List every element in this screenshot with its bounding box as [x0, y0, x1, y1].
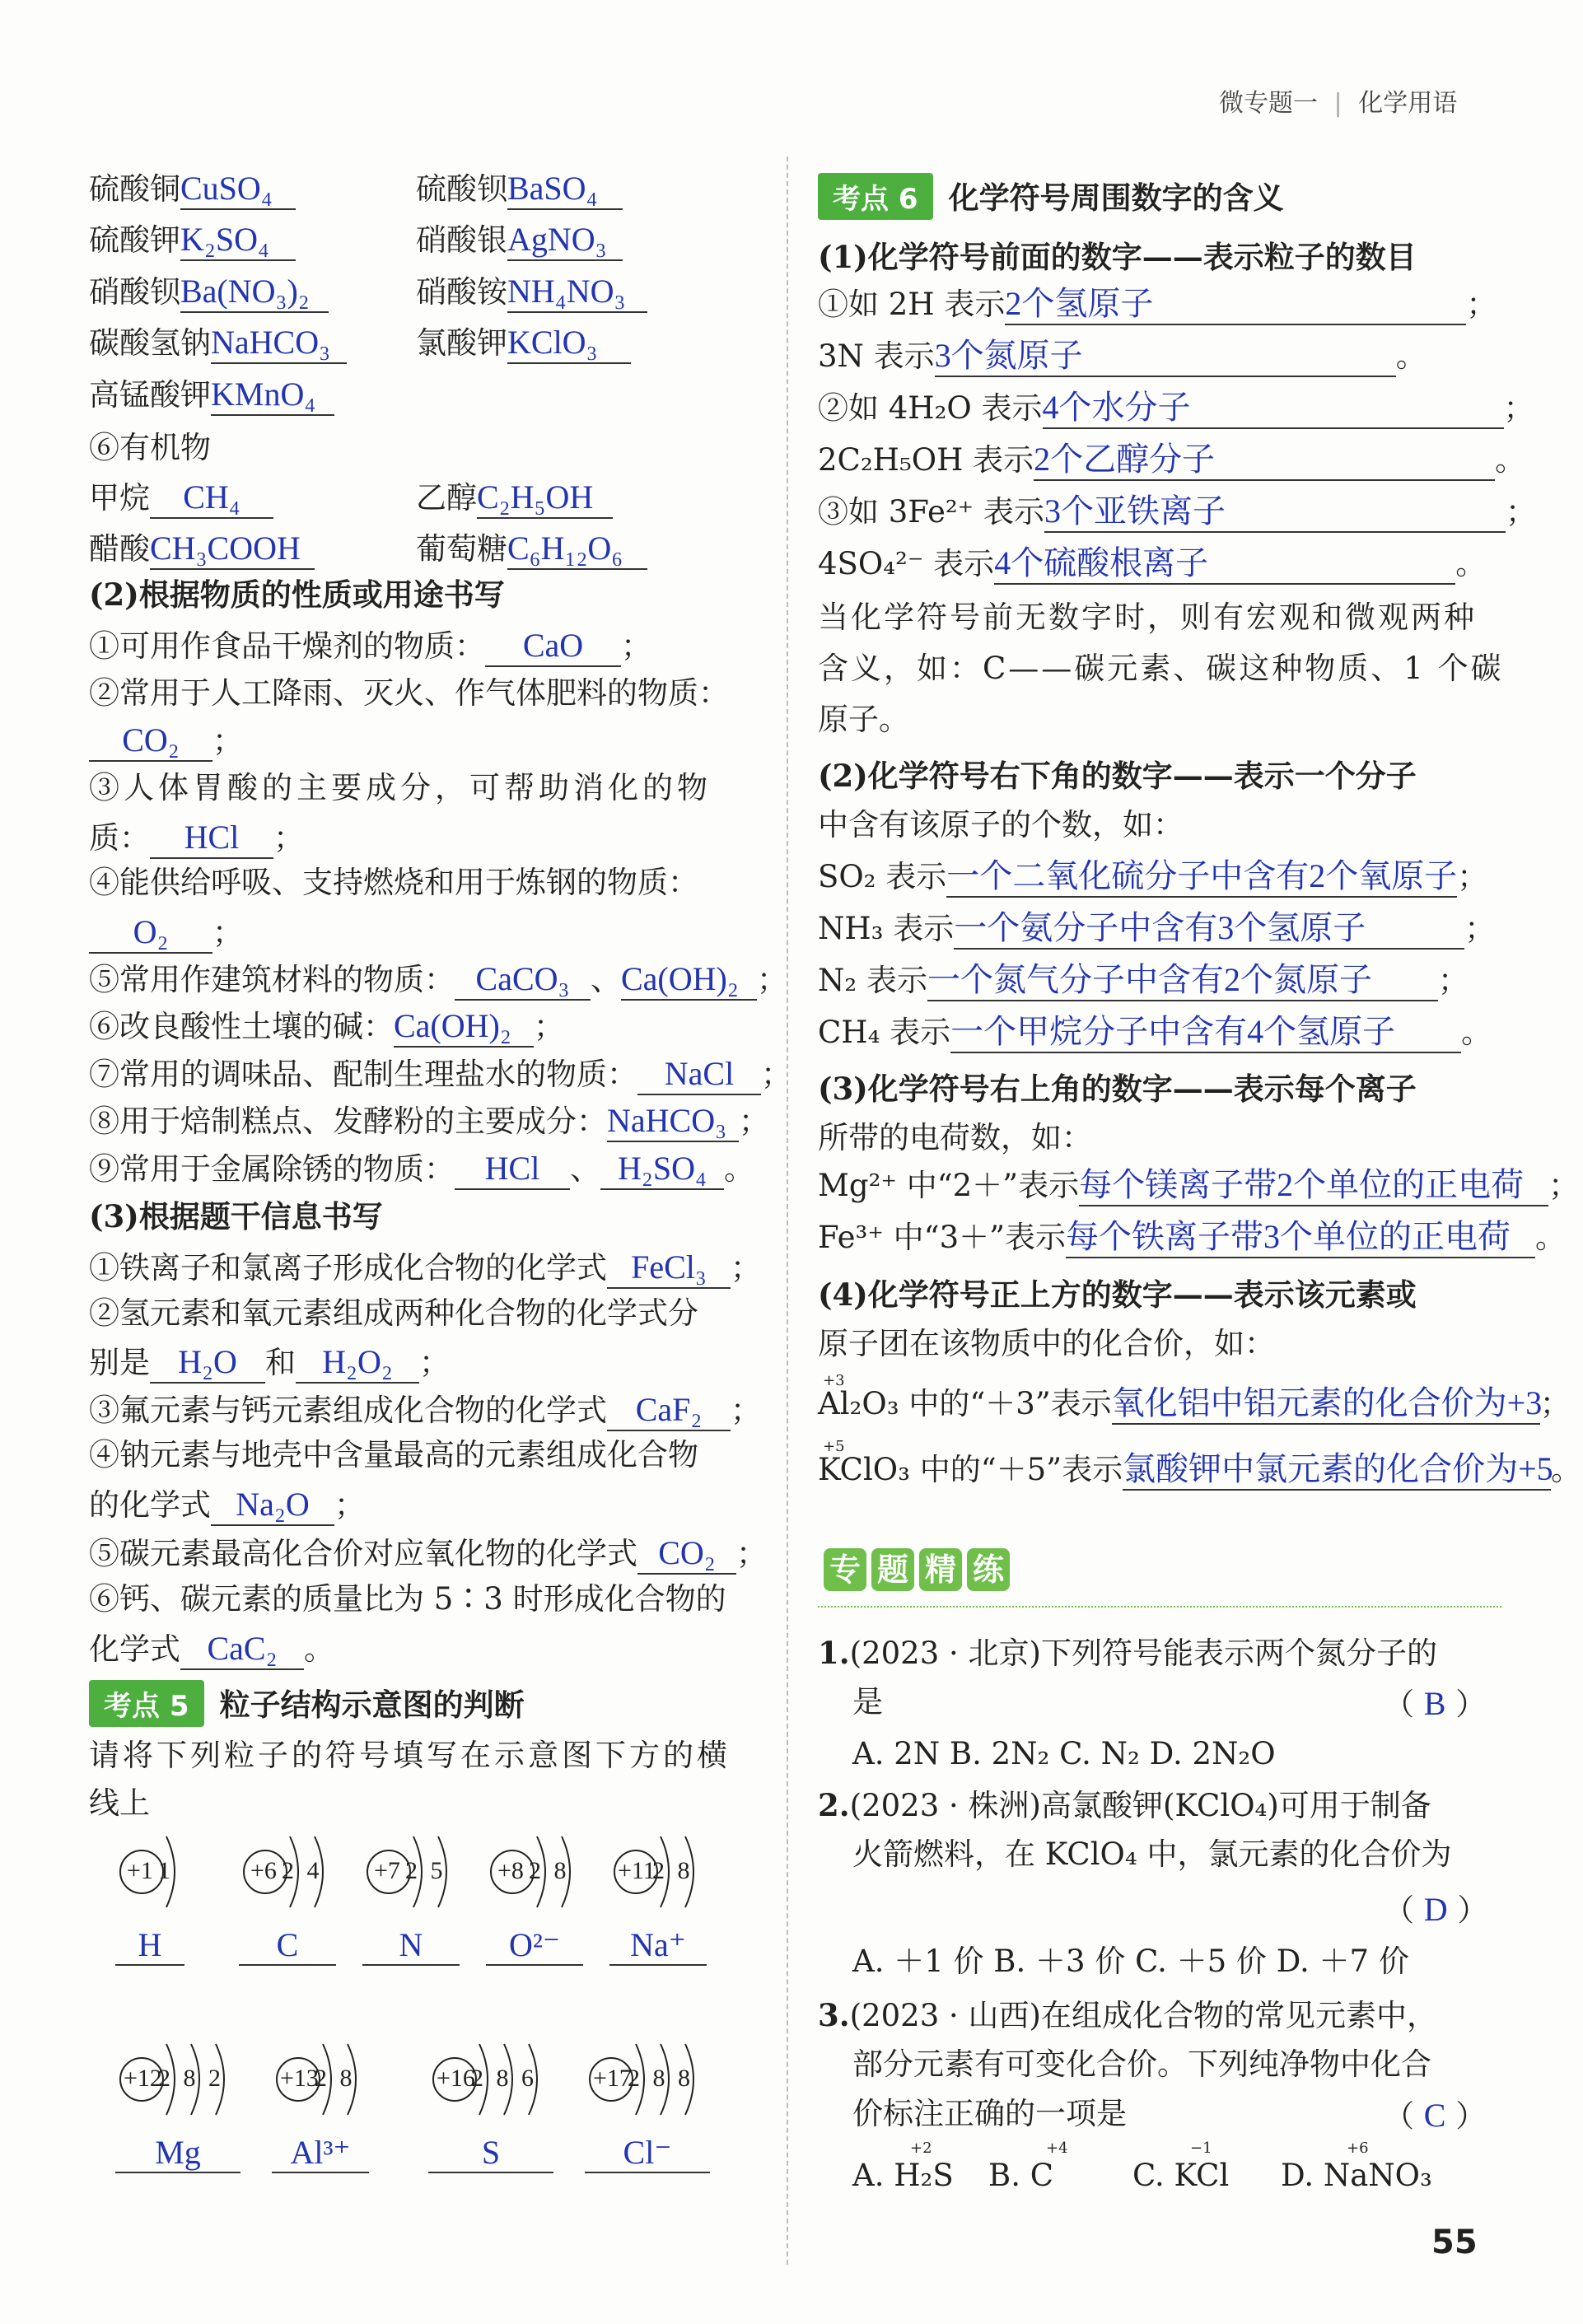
- organic-answer: CH₄: [150, 478, 273, 519]
- q-src: (2023 · 株洲): [849, 1788, 1041, 1823]
- row-end: ；: [1503, 390, 1534, 426]
- salt-name: 硫酸铜: [89, 171, 180, 207]
- organic-row: [89, 478, 273, 519]
- nucleus-charge: +17: [593, 2065, 632, 2092]
- salt-answer: BaSO₄: [507, 169, 623, 210]
- atom-diagram: [362, 1827, 468, 1963]
- q2-answer-box: （ D ）: [1384, 1891, 1488, 1928]
- salt-answer: CuSO₄: [180, 169, 296, 210]
- row-answer: 氯酸钾中氯元素的化合价为+5: [1123, 1449, 1551, 1491]
- q1-answer-box: （ B ）: [1384, 1685, 1487, 1722]
- q-stem: 部分元素有可变化合价。下列纯净物中化合: [852, 2046, 1431, 2082]
- answer: H₂O₂: [296, 1342, 419, 1384]
- q3-option: B. C: [988, 2158, 1054, 2193]
- q3-option: C. KCl: [1132, 2158, 1230, 2193]
- question-text: 别是: [89, 1345, 150, 1380]
- atom-diagram: [272, 2034, 377, 2171]
- electron-shells: 2 8 2: [158, 2065, 224, 2092]
- atom-answer: N: [362, 1925, 460, 1966]
- valence-mark: −1: [1190, 2140, 1212, 2157]
- practice-heading: [824, 1548, 1015, 1591]
- organic-name: 甲烷: [89, 480, 150, 516]
- question-text: 的化学式: [89, 1487, 211, 1523]
- organic-row: [416, 478, 613, 519]
- atom-diagram: [239, 1827, 344, 1963]
- answer: NaHCO₃: [607, 1101, 739, 1142]
- question-2: [818, 1787, 1431, 1824]
- p3-q1: ①铁离子和氯离子形成化合物的化学式 FeCl₃ ；: [89, 1248, 761, 1289]
- atom-answer: O²⁻: [486, 1925, 583, 1966]
- row-end: ；: [1466, 287, 1497, 322]
- row-question: Fe³⁺ 中“3＋”表示: [818, 1220, 1067, 1255]
- meaning-row: [818, 908, 1495, 950]
- organic-name: 醋酸: [89, 531, 150, 567]
- meaning-row: [818, 1372, 1571, 1425]
- answer: CaO: [485, 626, 621, 667]
- nucleus-charge: +12: [124, 2065, 162, 2092]
- p3-q3: ③氟元素与钙元素组成化合物的化学式 CaF₂ ；: [89, 1390, 761, 1431]
- salt-name: 硫酸钡: [416, 171, 507, 207]
- p2-q3a: ③人体胃酸的主要成分，可帮助消化的物: [89, 770, 712, 805]
- electron-shells: 2 8 6: [471, 2065, 537, 2092]
- q-stem: 在组成化合物的常见元素中，: [1040, 1998, 1437, 2033]
- meaning-row: [818, 544, 1486, 585]
- answer: H₂O: [150, 1342, 265, 1384]
- s3-title1: (3)化学符号右上角的数字——表示每个离子: [818, 1071, 1417, 1107]
- p2-a2: CO₂ ；: [89, 721, 243, 762]
- header: [1219, 82, 1457, 119]
- meaning-row: [818, 1217, 1566, 1258]
- kd6-title: 化学符号周围数字的含义: [948, 180, 1284, 216]
- kd5-intro1: 请将下列粒子的符号填写在示意图下方的横: [89, 1738, 731, 1773]
- q-stem: 价标注正确的一项是: [852, 2096, 1127, 2131]
- salt-answer: KClO₃: [507, 323, 631, 364]
- meaning-row: [818, 388, 1534, 429]
- q-answer: B: [1423, 1685, 1446, 1722]
- row-answer: 一个氨分子中含有3个氢原子: [954, 908, 1464, 950]
- question-text: ⑤常用作建筑材料的物质：: [89, 962, 455, 997]
- valence-mark: +4: [1046, 2140, 1068, 2157]
- p2-q5: ⑤常用作建筑材料的物质： CaCO₃ 、Ca(OH)₂ ；: [89, 959, 787, 1001]
- atom-diagram: [486, 1827, 591, 1963]
- row-answer: 4个水分子: [1043, 388, 1504, 429]
- row-answer: 2个乙醇分子: [1034, 440, 1495, 481]
- header-topic: 微专题一: [1219, 89, 1318, 118]
- row-answer: 2个氢原子: [1005, 284, 1466, 325]
- page-number: 55: [1431, 2224, 1478, 2261]
- electron-shells: 1: [158, 1857, 174, 1884]
- q-options: A. ＋1 价 B. ＋3 价 C. ＋5 价 D. ＋7 价: [852, 1944, 1409, 1979]
- q-stem: 高氯酸钾(KClO₄)可用于制备: [1040, 1788, 1431, 1823]
- salt-row: [416, 169, 623, 210]
- nucleus-charge: +11: [618, 1857, 656, 1884]
- salt-name: 氯酸钾: [416, 325, 507, 361]
- practice-char: 题: [871, 1548, 914, 1591]
- salt-row: [416, 323, 631, 364]
- q-answer: D: [1423, 1891, 1448, 1928]
- salt-name: 高锰酸钾: [89, 377, 211, 413]
- question-text: ⑤碳元素最高化合价对应氧化物的化学式: [89, 1536, 637, 1571]
- row-end: 。: [1395, 338, 1427, 374]
- electron-shells: 2 8: [315, 2065, 356, 2092]
- question-1: [818, 1635, 1437, 1672]
- answer: NaCl: [637, 1054, 761, 1095]
- p2-q7: ⑦常用的调味品、配制生理盐水的物质： NaCl ；: [89, 1054, 792, 1095]
- part3-title: (3)根据题干信息书写: [89, 1198, 383, 1234]
- nucleus-charge: +1: [127, 1857, 153, 1884]
- organic-name: 葡萄糖: [416, 531, 507, 567]
- p3-q6a: ⑥钙、碳元素的质量比为 5∶3 时形成化合物的: [89, 1581, 726, 1617]
- salt-name: 硫酸钾: [89, 222, 180, 258]
- atom-diagram: [428, 2034, 562, 2171]
- kd6-tag: 考点 6: [818, 173, 933, 220]
- atom-answer: Na⁺: [609, 1925, 707, 1966]
- q-num: 1.: [818, 1635, 850, 1671]
- salt-answer: Ba(NO₃)₂: [180, 272, 329, 313]
- meaning-row: [818, 284, 1497, 325]
- valence-mark: +5: [823, 1438, 845, 1455]
- organic-row: [416, 529, 647, 570]
- meaning-row: [818, 492, 1536, 533]
- salt-answer: KMnO₄: [211, 375, 334, 416]
- answer: FeCl₃: [607, 1248, 731, 1289]
- practice-underline: [818, 1606, 1501, 1608]
- atom-answer: H: [115, 1925, 184, 1966]
- valence-mark: +6: [1347, 2140, 1369, 2157]
- header-sep: |: [1333, 89, 1343, 118]
- question-text: ①可用作食品干燥剂的物质：: [89, 628, 485, 664]
- row-question: ③如 3Fe²⁺ 表示: [818, 494, 1044, 530]
- kd5-heading: [89, 1680, 525, 1727]
- question-text: ①铁离子和氯离子形成化合物的化学式: [89, 1250, 607, 1286]
- question-text: ⑦常用的调味品、配制生理盐水的物质：: [89, 1057, 637, 1092]
- question-text: ⑧用于焙制糕点、发酵粉的主要成分：: [89, 1104, 607, 1139]
- organic-answer: CH₃COOH: [150, 529, 315, 570]
- s1-note1: 当化学符号前无数字时，则有宏观和微观两种: [818, 600, 1477, 635]
- q-stem: 是: [852, 1684, 883, 1720]
- row-end: ；: [1464, 911, 1496, 946]
- practice-char: 精: [919, 1548, 962, 1591]
- answer: HCl: [150, 818, 273, 859]
- q-stem: 火箭燃料，在 KClO₄ 中，氯元素的化合价为: [852, 1836, 1452, 1872]
- column-divider: [787, 156, 788, 2265]
- s3-title2: 所带的电荷数，如：: [818, 1120, 1092, 1155]
- row-question: Mg²⁺ 中“2＋”表示: [818, 1168, 1080, 1203]
- row-question: ②如 4H₂O 表示: [818, 390, 1043, 426]
- answer: CO₂: [637, 1533, 736, 1575]
- row-answer: 氧化铝中铝元素的化合价为+3: [1112, 1384, 1540, 1425]
- atom-diagram: [585, 2034, 718, 2171]
- salt-name: 硝酸银: [416, 222, 507, 258]
- question-text: 化学式: [89, 1631, 180, 1667]
- row-end: ；: [1437, 963, 1469, 998]
- answer: Na₂O: [211, 1485, 334, 1526]
- q3-answer-box: （ C ）: [1384, 2097, 1487, 2134]
- row-answer: 一个甲烷分子中含有4个氢原子: [950, 1012, 1461, 1053]
- q-options: A. 2N B. 2N₂ C. N₂ D. 2N₂O: [852, 1736, 1276, 1771]
- row-question: ①如 2H 表示: [818, 287, 1006, 322]
- p2-q9: ⑨常用于金属除锈的物质： HCl 、 H₂SO₄ 。: [89, 1149, 754, 1190]
- practice-char: 练: [967, 1548, 1010, 1591]
- p2-q6: ⑥改良酸性土壤的碱：Ca(OH)₂ ；: [89, 1006, 564, 1048]
- atom-answer: Mg: [115, 2133, 240, 2173]
- kd6-heading: [818, 173, 1284, 220]
- row-question: KClO₃ 中的“＋5”表示: [818, 1452, 1123, 1487]
- row-end: ；: [1539, 1386, 1571, 1421]
- p2-q3: 质： HCl ；: [89, 818, 304, 859]
- meaning-row: [818, 440, 1525, 481]
- row-question: SO₂ 表示: [818, 859, 947, 894]
- p2-q2: ②常用于人工降雨、灭火、作气体肥料的物质：: [89, 675, 729, 711]
- row-end: ；: [1457, 859, 1488, 894]
- salt-row: [89, 272, 329, 313]
- p3-q4: 的化学式 Na₂O ；: [89, 1485, 365, 1526]
- question-text: ⑨常用于金属除锈的物质：: [89, 1151, 455, 1187]
- row-end: 。: [1535, 1220, 1567, 1255]
- organic-answer: C₂H₅OH: [477, 478, 613, 519]
- row-question: 2C₂H₅OH 表示: [818, 442, 1034, 478]
- answer: CaC₂: [180, 1629, 304, 1670]
- answer: O₂: [89, 912, 212, 954]
- answer: CaF₂: [607, 1390, 731, 1431]
- nucleus-charge: +8: [497, 1857, 524, 1884]
- s1-note2: 含义，如：C——碳元素、碳这种物质、1 个碳: [818, 651, 1504, 686]
- atom-answer: C: [239, 1925, 336, 1966]
- meaning-row: [818, 1165, 1579, 1206]
- row-answer: 一个氮气分子中含有2个氮原子: [927, 960, 1438, 1001]
- salt-row: [89, 169, 296, 210]
- p2-q4: ④能供给呼吸、支持燃烧和用于炼钢的物质：: [89, 865, 698, 900]
- question-text: 质：: [89, 820, 150, 856]
- electron-shells: 2 8 8: [628, 2065, 693, 2092]
- organic-title: ⑥有机物: [89, 430, 211, 465]
- valence-mark: +3: [823, 1372, 845, 1389]
- atom-diagram: [609, 1827, 715, 1963]
- row-question: NH₃ 表示: [818, 911, 955, 946]
- electron-shells: 2 8: [529, 1857, 570, 1884]
- row-question: CH₄ 表示: [818, 1015, 951, 1050]
- row-end: 。: [1495, 442, 1526, 478]
- salt-row: [416, 272, 647, 313]
- answer: HCl: [455, 1149, 570, 1190]
- meaning-row: [818, 336, 1427, 377]
- question-text: ⑥改良酸性土壤的碱：: [89, 1009, 394, 1044]
- salt-row: [89, 323, 347, 364]
- answer: CO₂: [89, 721, 212, 762]
- p3-q6: 化学式 CaC₂ 。: [89, 1629, 334, 1670]
- row-answer: 每个镁离子带2个单位的正电荷: [1079, 1165, 1548, 1206]
- row-answer: 4个硫酸根离子: [994, 544, 1455, 585]
- salt-answer: AgNO₃: [507, 220, 623, 261]
- s1-note3: 原子。: [818, 702, 909, 737]
- organic-answer: C₆H₁₂O₆: [507, 529, 647, 570]
- organic-row: [89, 529, 315, 570]
- p2-q8: ⑧用于焙制糕点、发酵粉的主要成分：NaHCO₃ ；: [89, 1101, 769, 1142]
- s2-title1: (2)化学符号右下角的数字——表示一个分子: [818, 758, 1417, 794]
- part2-title: (2)根据物质的性质或用途书写: [89, 576, 505, 613]
- question-text: 和: [265, 1345, 296, 1380]
- row-end: 。: [1461, 1015, 1492, 1050]
- answer: H₂SO₄: [600, 1149, 724, 1190]
- salt-name: 硝酸铵: [416, 274, 507, 310]
- p3-q4a: ④钠元素与地壳中含量最高的元素组成化合物: [89, 1437, 698, 1472]
- header-title: 化学用语: [1358, 89, 1458, 118]
- p2-q1: ①可用作食品干燥剂的物质： CaO ；: [89, 626, 651, 667]
- salt-name: 硝酸钡: [89, 274, 180, 310]
- salt-row: [416, 220, 623, 261]
- organic-name: 乙醇: [416, 480, 477, 516]
- row-answer: 一个二氧化硫分子中含有2个氧原子: [946, 856, 1457, 898]
- nucleus-charge: +7: [374, 1857, 400, 1884]
- q3-option: D. NaNO₃: [1281, 2158, 1432, 2193]
- electron-shells: 2 5: [405, 1857, 446, 1884]
- salt-answer: K₂SO₄: [180, 220, 296, 261]
- q-answer: C: [1423, 2097, 1446, 2134]
- row-end: ；: [1505, 494, 1536, 530]
- atom-diagram: [115, 1827, 193, 1963]
- p2-a4: O₂ ；: [89, 912, 243, 954]
- q-num: 3.: [818, 1997, 850, 2033]
- meaning-row: [818, 960, 1469, 1001]
- s2-title2: 中含有该原子的个数，如：: [818, 807, 1184, 842]
- electron-shells: 2 4: [282, 1857, 323, 1884]
- row-answer: 3个氮原子: [935, 336, 1396, 377]
- q-src: (2023 · 山西): [849, 1998, 1041, 2033]
- meaning-row: [818, 1438, 1582, 1491]
- salt-name: 碳酸氢钠: [89, 325, 211, 361]
- atom-diagram: [115, 2034, 249, 2171]
- row-answer: 每个铁离子带3个单位的正电荷: [1066, 1217, 1535, 1258]
- q3-option: A. H₂S: [852, 2158, 954, 2193]
- p3-q2: 别是 H₂O 和 H₂O₂ ；: [89, 1342, 450, 1384]
- answer: Ca(OH)₂: [394, 1006, 534, 1048]
- question-3: [818, 1997, 1437, 2034]
- question-text: ③氟元素与钙元素组成化合物的化学式: [89, 1393, 607, 1428]
- answer: CaCO₃: [455, 959, 591, 1001]
- nucleus-charge: +13: [280, 2065, 319, 2092]
- s4-title1: (4)化学符号正上方的数字——表示该元素或: [818, 1276, 1417, 1313]
- practice-char: 专: [824, 1548, 866, 1591]
- row-answer: 3个亚铁离子: [1044, 492, 1506, 533]
- kd5-intro2: 线上: [89, 1785, 150, 1821]
- valence-mark: +2: [910, 2140, 932, 2157]
- kd5-tag: 考点 5: [89, 1680, 204, 1727]
- meaning-row: [818, 856, 1487, 898]
- s4-title2: 原子团在该物质中的化合价，如：: [818, 1326, 1275, 1361]
- kd5-title: 粒子结构示意图的判断: [219, 1687, 525, 1723]
- s1-title: (1)化学符号前面的数字——表示粒子的数目: [818, 239, 1417, 275]
- nucleus-charge: +6: [250, 1857, 277, 1884]
- atom-answer: S: [428, 2133, 553, 2173]
- electron-shells: 2 8: [652, 1857, 693, 1884]
- atom-answer: Cl⁻: [585, 2133, 710, 2173]
- p3-q5: ⑤碳元素最高化合价对应氧化物的化学式 CO₂ ；: [89, 1533, 767, 1575]
- row-end: ；: [1548, 1168, 1580, 1203]
- salt-answer: NaHCO₃: [211, 323, 347, 364]
- row-question: 4SO₄²⁻ 表示: [818, 546, 995, 581]
- row-question: 3N 表示: [818, 338, 935, 374]
- salt-answer: NH₄NO₃: [507, 272, 647, 313]
- meaning-row: [818, 1012, 1492, 1053]
- row-question: Al₂O₃ 中的“＋3”表示: [818, 1386, 1112, 1421]
- salt-row: [89, 220, 296, 261]
- answer: Ca(OH)₂: [621, 959, 757, 1001]
- nucleus-charge: +16: [437, 2065, 475, 2092]
- atom-answer: Al³⁺: [272, 2133, 369, 2173]
- q-num: 2.: [818, 1787, 850, 1823]
- row-question: N₂ 表示: [818, 963, 927, 998]
- row-end: 。: [1455, 546, 1487, 581]
- q-src: (2023 · 北京): [849, 1636, 1041, 1671]
- salt-row: [89, 375, 334, 416]
- row-end: 。: [1551, 1452, 1582, 1487]
- p3-q2a: ②氢元素和氧元素组成两种化合物的化学式分: [89, 1295, 698, 1331]
- q-stem: 下列符号能表示两个氮分子的: [1040, 1636, 1437, 1671]
